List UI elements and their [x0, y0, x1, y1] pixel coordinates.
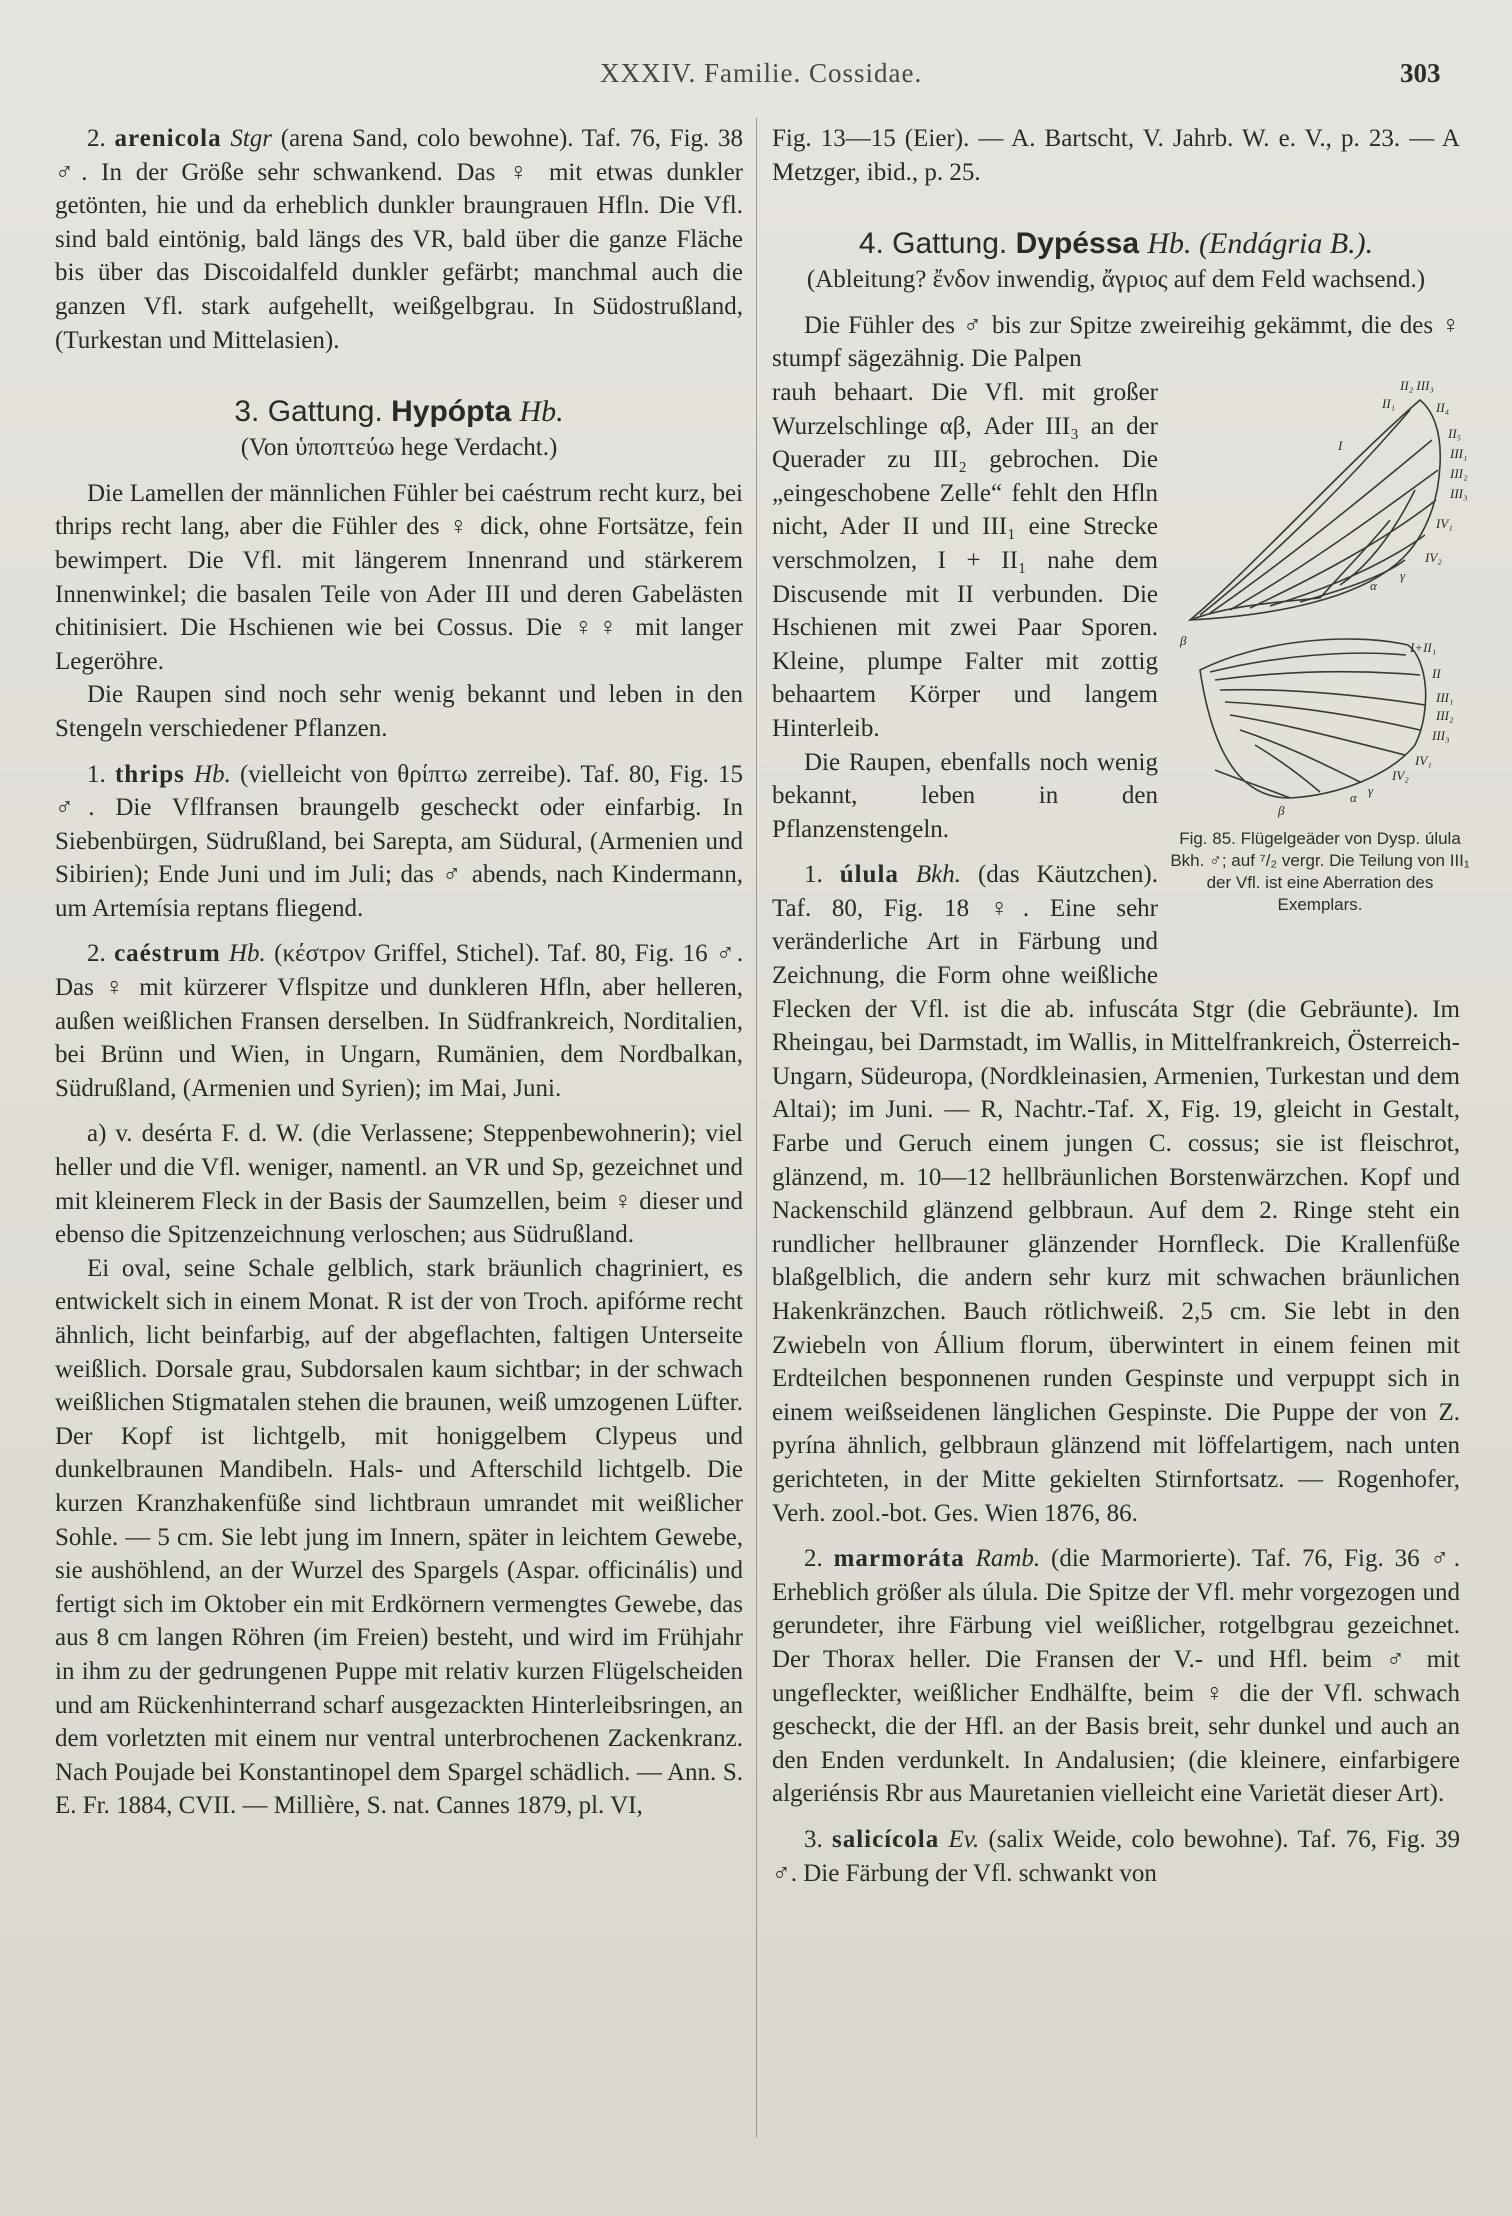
genus-larvae-note: Die Raupen, ebenfalls noch wenig bekannt, leben in den Pflanzenstengeln. — [772, 748, 1158, 843]
forewing-outline — [1190, 400, 1440, 620]
svg-text:IV₁: IV₁ — [1415, 752, 1432, 768]
svg-text:I+II₁: I+II₁ — [1410, 639, 1437, 655]
svg-text:III₃: III₃ — [1432, 727, 1450, 743]
genus-heading-dypessa — [772, 225, 1460, 263]
svg-text:III₁: III₁ — [1436, 689, 1454, 705]
svg-text:α: α — [1370, 577, 1377, 593]
species-name: marmoráta — [833, 1545, 965, 1573]
entry-salicicola — [772, 1823, 1460, 1890]
column-divider — [756, 118, 757, 2138]
entry-number: 1. — [804, 861, 823, 889]
figure-caption: Fig. 85. Flügelgeäder von Dysp. úlula Bkh. ♂; auf ⁷/₂ vergr. Die Teilung von III₁ der Vfl. ist eine Aberration des Exemplars. — [1170, 828, 1470, 914]
entry-thrips — [55, 758, 743, 926]
page-number: 303 — [1400, 58, 1441, 88]
svg-text:IV₂: IV₂ — [1392, 767, 1409, 783]
entry-marmorata — [772, 1542, 1460, 1811]
svg-text:II₄: II₄ — [1436, 399, 1450, 415]
genus-name: Hypópta — [391, 395, 512, 429]
wing-venation-diagram — [1170, 370, 1470, 830]
species-author: Hb. — [194, 760, 231, 788]
species-author: Hb. — [228, 940, 266, 968]
genus-description: Die Lamellen der männlichen Fühler bei caéstrum recht kurz, bei thrips recht lang, aber die Fühler des ♀ dick, ohne Fortsätze, fein bewimpert. Die Vfl. mit längerem Innenrand und stärkerem Innenwinkel; die basalen Teile von Ader III und deren Gabelästen chitinisiert. Die Hschienen wie bei Cossus. Die ♀♀ mit langer Legeröhre. — [55, 479, 743, 675]
variety-deserta: a) v. desérta F. d. W. (die Verlassene; Steppenbewohnerin); viel heller und die Vfl. weniger, namentl. an VR und Sp, gezeichnet und mit kleinerem Fleck in der Basis der Saumzellen, beim ♀ dieser und ebenso die Spitzenzeichnung verloschen; aus Südrußland. — [55, 1120, 743, 1249]
species-name: salicícola — [831, 1825, 940, 1853]
genus-etymology: (Von ὑποπτεύω hege Verdacht.) — [240, 434, 558, 462]
egg-larva-description: Ei oval, seine Schale gelblich, stark bräunlich chagriniert, es entwickelt sich in einem Monat. R ist der von Troch. apifórme recht ähnlich, licht beinfarbig, auf der abgeflachten, faltigen Unterseite weißlich. Dorsale grau, Subdorsalen kaum sichtbar; in der schwach weißlichen Stigmatalen stehen die braunen, weiß umzogenen Lüfter. Der Kopf ist lichtgelb, mit honiggelbem Clypeus und dunkelbraunen Mandibeln. Hals- und Afterschild lichtgelb. Die kurzen Kranzhakenfüße sind lichtbraun umrandet mit weißlicher Sohle. — 5 cm. Sie lebt jung im Innern, später in leichtem Gewebe, sie aushöhlend, an der Wurzel des Spargels (Aspar. officinális) und fertigt sich im Oktober ein mit Erdkörnern vermengtes Gewebe, das aus 8 cm langen Röhren (im Freien) besteht, und wird im Frühjahr in ihm zu der gedrungenen Puppe mit relativ kurzen Flügelscheiden und am Rückenhinterrand scharf ausgezackten Hinterleibsringen, an dem vorletzten mit einem nur ventral unterbrochenen Zackenkranz. Nach Poujade bei Konstantinopel dem Spargel schädlich. — Ann. S. E. Fr. 1884, CVII. — Millière, S. nat. Cannes 1879, pl. VI, — [55, 1254, 743, 1820]
genus-etymology: (Ableitung? ἔνδον inwendig, ἄγριος auf dem Feld wachsend.) — [806, 266, 1426, 294]
genus-name: Dypéssa — [1015, 227, 1140, 261]
entry-text: (arena Sand, colo bewohne). Taf. 76, Fig. 38 ♂. In der Größe sehr schwankend. Das ♀ mit etwas dunkler getönten, hie und da erheblich dunkler braungrauen Hfln. Die Vfl. sind bald eintönig, bald längs des VR, bald über die ganze Fläche bis über das Discoidalfeld dunkler gefärbt; manchmal auch die ganzen Vfl. stark aufgehellt, weißgelbgrau. In Südostrußland, (Turkestan und Mittelasien). — [55, 125, 744, 354]
species-name: arenicola — [114, 125, 222, 152]
figure-85 — [1170, 370, 1470, 960]
svg-text:II₂ III₃: II₂ III₃ — [1400, 377, 1434, 393]
svg-text:II₁: II₁ — [1382, 395, 1396, 411]
svg-text:II₅: II₅ — [1448, 425, 1462, 441]
entry-number: 3. — [804, 1825, 823, 1853]
svg-text:III₁: III₁ — [1450, 445, 1468, 461]
svg-text:γ: γ — [1368, 782, 1374, 798]
species-author: Bkh. — [915, 861, 961, 889]
running-head — [0, 58, 1512, 98]
entry-number: 2. — [87, 940, 106, 968]
entry-text: (vielleicht von θρίπτω zerreibe). Taf. 80, Fig. 15 ♂. Die Vflfransen braungelb gescheckt oder einfarbig. In Siebenbürgen, Südrußland, bei Sarepta, am Südural, (Armenien und Sibirien); Ende Juni und im Juli; das ♂ abends, nach Kindermann, um Artemísia reptans fliegend. — [55, 760, 744, 922]
species-author: Ev. — [948, 1825, 980, 1853]
svg-text:IV₁: IV₁ — [1436, 515, 1453, 531]
running-title: XXXIV. Familie. Cossidae. — [600, 58, 923, 88]
svg-text:β: β — [1180, 632, 1187, 648]
genus-heading-hypopta — [55, 393, 743, 431]
species-author: Stgr — [230, 125, 273, 152]
species-name: thrips — [114, 760, 185, 788]
svg-text:β: β — [1278, 802, 1285, 818]
genus-larvae-note: Die Raupen sind noch sehr wenig bekannt und leben in den Stengeln verschiedener Pflanzen. — [55, 681, 743, 742]
entry-text: (salix Weide, colo bewohne). Taf. 76, Fig. 39 ♂. Die Färbung der Vfl. schwankt von — [772, 1825, 1461, 1887]
svg-text:γ: γ — [1400, 567, 1406, 583]
genus-description-intro: Die Fühler des ♂ bis zur Spitze zweireihig gekämmt, die des ♀ stumpf sägezähnig. Die Palpen — [772, 311, 1460, 373]
entry-arenicola — [55, 122, 743, 357]
genus-author: Hb. — [519, 395, 564, 429]
svg-text:III₂: III₂ — [1450, 465, 1468, 481]
entry-text: (das Käutzchen). Taf. 80, Fig. 18 ♀. Eine sehr veränderliche Art in Färbung und Zeichnung, die Form ohne weißliche Flecken der Vfl. ist die ab. infuscáta Stgr (die Gebräunte). Im Rheingau, bei Darmstadt, im Wallis, in Mittelfrankreich, Österreich-Ungarn, Südeuropa, (Nordkleinasien, Armenien, Turkestan und dem Altai); im Juni. — R, Nachtr.-Taf. X, Fig. 19, gleicht in Gestalt, Farbe und Geruch einem jungen C. cossus; sie ist fleischrot, glänzend, m. 10—12 hellbräunlichen Borstenwärzchen. Kopf und Nackenschild glänzend gelbbraun. Auf dem 2. Ringe steht ein rundlicher hellbrauner glänzender Hornfleck. Die Krallenfüße blaßgelblich, die andern sehr kurz mit schwachen bräunlichen Hakenkränzchen. Bauch rötlichweiß. 2,5 cm. Sie lebt in den Zwiebeln von Állium florum, überwintert in einem feinen mit Erdteilchen besponnenen runden Gespinste und verpuppt sich in einem weißseidenen länglichen Gespinste. Die Puppe der von Z. pyrína ähnlich, gelbbraun glänzend mit löffelartigem, nach unten gerichteten, in der Mitte gekielten Stirnfortsatz. — Rogenhofer, Verh. zool.-bot. Ges. Wien 1876, 86. — [772, 861, 1460, 1527]
genus-prefix: 4. Gattung. — [858, 227, 1008, 261]
entry-caestrum — [55, 937, 743, 1105]
species-name: úlula — [839, 861, 899, 889]
entry-number: 2. — [804, 1545, 823, 1573]
svg-text:II: II — [1432, 665, 1441, 681]
right-column — [772, 122, 1470, 1890]
entry-text: (κέστρον Griffel, Stichel). Taf. 80, Fig. 16 ♂. Das ♀ mit kürzerer Vflspitze und dunkleren Hfln, aber helleren, außen weißlichen Fransen derselben. In Südfrankreich, Norditalien, bei Brünn und Wien, in Ungarn, Rumänien, dem Nordbalkan, Südrußland, (Armenien und Syrien); im Mai, Juni. — [55, 940, 744, 1102]
svg-text:III₃: III₃ — [1450, 485, 1468, 501]
entry-number: 2. — [87, 125, 106, 152]
svg-text:I: I — [1338, 437, 1343, 453]
genus-description-body: rauh behaart. Die Vfl. mit großer Wurzelschlinge αβ, Ader III₃ an der Querader zu III₂ gebrochen. Die „eingeschobene Zelle“ fehlt den Hfln nicht, Ader II und III₁ eine Strecke verschmolzen, I + II₁ nahe dem Discusende mit II verbunden. Die Hschienen mit zwei Paar Sporen. Kleine, plumpe Falter mit zottig behaartem Körper und langem Hinterleib. — [772, 378, 1158, 742]
svg-text:IV₂: IV₂ — [1425, 549, 1442, 565]
genus-prefix: 3. Gattung. — [234, 395, 383, 429]
genus-author: Hb. (Endágria B.). — [1147, 227, 1374, 261]
figure-text-block — [772, 376, 1470, 914]
continued-reference: Fig. 13—15 (Eier). — A. Bartscht, V. Jahrb. W. e. V., p. 23. — A Metzger, ibid., p. 25. — [772, 125, 1460, 186]
species-author: Ramb. — [975, 1545, 1041, 1573]
entry-text: (die Marmorierte). Taf. 76, Fig. 36 ♂. Erheblich größer als úlula. Die Spitze der Vfl. mehr vorgezogen und gerundeter, ihre Färbung viel weißlicher, rotgelbgrau gezeichnet. Der Thorax heller. Die Fransen der V.- und Hfl. beim ♂ mit ungefleckter, weißlicher Endhälfte, beim ♀ die der Vfl. schwach gescheckt, die der Hfl. an der Basis breit, sehr dunkel und auch an den Enden verdunkelt. In Andalusien; (die kleinere, einfarbigere algeriénsis Rbr aus Mauretanien vielleicht eine Varietät dieser Art). — [772, 1545, 1461, 1808]
left-column — [55, 122, 743, 1823]
entry-number: 1. — [87, 760, 106, 788]
species-name: caéstrum — [114, 940, 221, 968]
svg-text:α: α — [1350, 789, 1357, 805]
svg-text:III₂: III₂ — [1436, 707, 1454, 723]
